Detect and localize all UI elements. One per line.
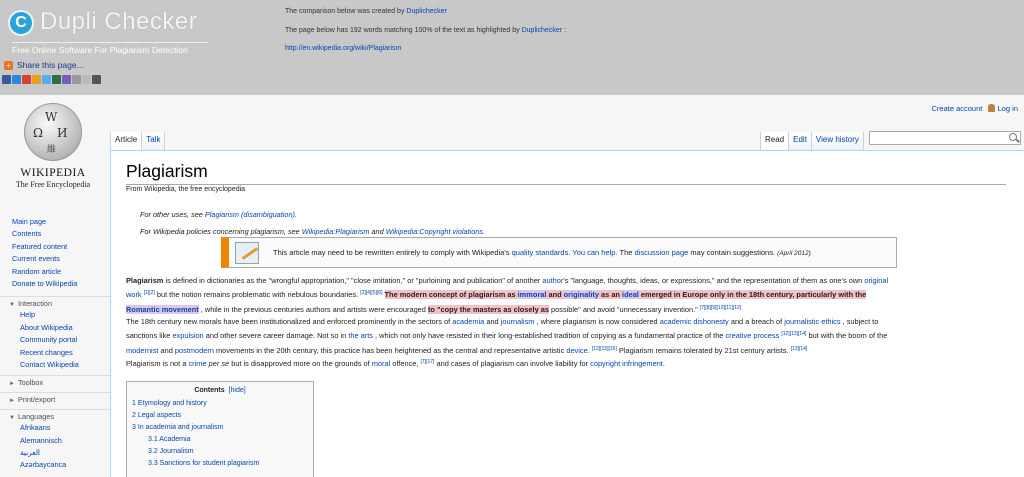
- info-duplichecker-link-1[interactable]: Duplichecker: [406, 8, 447, 15]
- globe-glyph: Ω: [33, 126, 43, 140]
- highlighted-link-originality[interactable]: originality: [563, 290, 599, 300]
- share-service-icon[interactable]: [82, 75, 91, 84]
- para-text: offence,: [392, 359, 419, 368]
- share-service-icon[interactable]: [52, 75, 61, 84]
- highlighted-match: as an: [601, 290, 620, 300]
- user-icon: [988, 104, 995, 112]
- sidebar-interaction-list: [0, 309, 110, 371]
- source-url-link[interactable]: http://en.wikipedia.org/wiki/Plagiarism: [285, 45, 402, 52]
- site-subtitle: From Wikipedia, the free encyclopedia: [126, 186, 246, 193]
- link-postmodern[interactable]: postmodern: [174, 345, 214, 355]
- citation[interactable]: [12][15][16]: [591, 345, 617, 352]
- para-text-italic: per se: [208, 359, 230, 368]
- paragraph-legal: [126, 356, 1011, 370]
- toc-entry[interactable]: 3.1 Academia: [148, 436, 191, 443]
- sidebar-group-languages[interactable]: [0, 409, 110, 422]
- sidebar-main-nav: [0, 216, 110, 290]
- duplichecker-logo-icon: C: [8, 10, 34, 36]
- para-text: but with the boom of the: [808, 331, 888, 341]
- toc-entry[interactable]: 1 Etymology and history: [132, 400, 207, 407]
- discussion-page-link[interactable]: discussion page: [634, 248, 689, 257]
- duplichecker-tagline: Free Online Software For Plagiarism Detection: [12, 42, 208, 55]
- login-link[interactable]: Log in: [997, 104, 1018, 113]
- highlighted-match: and: [548, 290, 562, 300]
- view-tabs: [760, 132, 864, 150]
- tab-edit[interactable]: Edit: [788, 132, 811, 150]
- pencil-notepad-icon: [235, 242, 259, 264]
- citation[interactable]: [3][4][5][6]: [360, 290, 383, 297]
- page-title: Plagiarism: [126, 161, 1006, 185]
- para-text: , subject to: [842, 317, 879, 326]
- notice-text: may contain suggestions.: [690, 248, 776, 257]
- tab-article[interactable]: Article: [110, 132, 141, 150]
- globe-glyph: 維: [47, 145, 57, 155]
- info-line1-text: The comparison below was created by: [285, 8, 405, 15]
- sidebar-group-interaction[interactable]: [0, 296, 110, 309]
- link-journalism[interactable]: journalism: [500, 317, 535, 326]
- hatnote-link-copyright[interactable]: Wikipedia:Copyright violations.: [385, 227, 485, 236]
- para-text: , where plagiarism is now considered: [536, 317, 658, 326]
- link-expulsion[interactable]: expulsion: [172, 331, 204, 341]
- hatnote-link-plagiarism-policy[interactable]: Wikipedia:Plagiarism: [301, 227, 370, 236]
- tab-read[interactable]: Read: [760, 132, 788, 150]
- sidebar-group-printexport[interactable]: [0, 392, 110, 405]
- sidebar-interaction-item[interactable]: Recent changes: [20, 347, 73, 357]
- share-this-page-link[interactable]: [4, 60, 84, 70]
- hatnote-link-disambiguation[interactable]: Plagiarism (disambiguation).: [204, 210, 297, 219]
- share-service-icon[interactable]: [32, 75, 41, 84]
- share-service-icon[interactable]: [2, 75, 11, 84]
- toc-entry[interactable]: 3.2 Journalism: [148, 448, 194, 455]
- toc-entry[interactable]: 2 Legal aspects: [132, 412, 182, 419]
- wikipedia-logo[interactable]: [10, 103, 96, 199]
- para-text: , which not only have resisted in their long-established tradition of copying as a fundamental practice of the: [375, 331, 724, 341]
- share-label: Share this page...: [17, 60, 84, 70]
- sidebar-language-item[interactable]: Azərbaycanca: [20, 460, 67, 470]
- hatnote-text: and: [371, 227, 384, 236]
- share-service-icon[interactable]: [12, 75, 21, 84]
- toc-title: Contents: [194, 387, 225, 394]
- sidebar-language-item[interactable]: Alemannisch: [20, 435, 62, 445]
- link-the-arts[interactable]: the arts: [348, 331, 373, 341]
- link-original[interactable]: original: [864, 276, 889, 285]
- sidebar-item[interactable]: Featured content: [12, 241, 68, 251]
- sidebar-group-label: Languages: [17, 412, 55, 422]
- link-modernist[interactable]: modernist: [126, 345, 159, 355]
- link-academic-dishonesty[interactable]: academic dishonesty: [659, 317, 729, 326]
- quality-standards-link[interactable]: quality standards: [511, 248, 569, 257]
- para-text: The 18th century new morals have been institutionalized and enforced prominently in the sectors of: [126, 317, 451, 326]
- para-text: movements in the 20th century, this practice has been heightened as the central and representative artistic: [216, 345, 565, 355]
- para-text: .: [662, 359, 665, 368]
- share-service-icon[interactable]: [42, 75, 51, 84]
- citation[interactable]: [7][8][9][10][11][12]: [699, 304, 742, 311]
- sidebar-item[interactable]: Random article: [12, 266, 62, 276]
- share-service-icon[interactable]: [92, 75, 101, 84]
- link-author[interactable]: author: [542, 276, 564, 285]
- hatnote-text: For other uses, see: [140, 210, 203, 219]
- para-text: Plagiarism remains tolerated by 21st century artists.: [618, 345, 789, 355]
- sidebar-group-label: Toolbox: [17, 378, 44, 388]
- sidebar: [0, 216, 110, 472]
- sidebar-item[interactable]: Contents: [12, 229, 42, 239]
- notice-date: (April 2012): [777, 250, 811, 257]
- duplichecker-banner: [0, 0, 1024, 95]
- citation[interactable]: [7][17]: [420, 359, 435, 365]
- link-work[interactable]: work: [126, 290, 142, 300]
- you-can-help-link[interactable]: . You can help.: [568, 248, 618, 257]
- link-journalistic-ethics[interactable]: journalistic ethics: [784, 317, 841, 326]
- cleanup-notice-text: [273, 248, 811, 257]
- share-service-icon[interactable]: [62, 75, 71, 84]
- wikipedia-page: [0, 95, 1024, 477]
- highlighted-match: emerged in Europe only in the 18th century, particularly with the: [640, 290, 867, 300]
- search-input[interactable]: [869, 131, 1021, 145]
- toc-entry[interactable]: 3 In academia and journalism: [132, 424, 224, 431]
- para-text: but the notion remains problematic with nebulous boundaries.: [156, 290, 359, 300]
- sidebar-item[interactable]: Donate to Wikipedia: [12, 278, 78, 288]
- sidebar-interaction-item[interactable]: About Wikipedia: [20, 322, 73, 332]
- sidebar-item[interactable]: Main page: [12, 217, 47, 226]
- link-moral[interactable]: moral: [371, 359, 391, 368]
- info-line2-suffix: :: [564, 26, 566, 34]
- sidebar-languages-list: [0, 422, 110, 472]
- duplichecker-logo-name: Dupli Checker: [40, 8, 198, 35]
- create-account-link[interactable]: Create account: [931, 104, 983, 113]
- notice-text: This article may need to be rewritten entirely to comply with Wikipedia's: [273, 248, 510, 257]
- link-crime[interactable]: crime: [188, 359, 207, 368]
- link-copyright-infringement[interactable]: copyright infringement: [590, 359, 663, 368]
- search-icon[interactable]: [1009, 133, 1017, 141]
- para-text: is defined in dictionaries as the "wrongful appropriation," "close imitation," or "purloining and publication" of another: [165, 276, 541, 285]
- sidebar-language-item[interactable]: العربية: [20, 448, 40, 458]
- para-text: , while in the previous centuries authors and artists were encouraged: [200, 304, 426, 314]
- para-text: and: [160, 345, 173, 355]
- paragraph-morals: The 18th century new morals have been institutionalized and enforced prominently in the sectors of academia and journalism , where plagiarism is now considered academic dishonesty and a breach of journalistic ethics , subject to sanctions like expulsion and other severe career damage. Not so in the arts , which not only have resisted in their long-established tradition of copying as a fundamental practice of the creative process [12][13][14] but with the boom of the modernist and postmodern movements in the 20th century, this practice has been heightened as the central and representative artistic device. [12][15][16] Plagiarism remains tolerated by 21st century artists. [13][14]: [126, 317, 888, 355]
- sidebar-group-label: Print/export: [17, 395, 56, 405]
- cleanup-notice: [221, 237, 897, 268]
- collapse-triangle-icon: ▼: [9, 302, 15, 309]
- sidebar-group-label: Interaction: [17, 299, 53, 309]
- highlighted-match: to "copy the masters as closely as: [427, 304, 549, 314]
- wikipedia-wordmark: WIKIPEDIA: [20, 167, 86, 179]
- tab-talk[interactable]: Talk: [141, 132, 165, 150]
- highlighted-link-romantic-movement[interactable]: Romantic movement: [126, 304, 199, 314]
- highlighted-match: The modern concept of plagiarism as: [384, 290, 516, 300]
- toc-hide-toggle[interactable]: [hide]: [228, 387, 246, 394]
- info-duplichecker-link-2[interactable]: Duplichecker: [521, 26, 563, 34]
- para-text: 's "language, thoughts, ideas, or expressions," and the representation of them as one's own: [563, 276, 863, 285]
- wikipedia-tagline: The Free Encyclopedia: [15, 180, 91, 189]
- expand-triangle-icon: ►: [9, 381, 15, 388]
- info-line2-text: The page below has 192 words matching 100% of the text as highlighted by: [285, 26, 520, 34]
- para-text: possible" and avoid "unnecessary invention.": [551, 304, 698, 314]
- link-device[interactable]: device: [566, 345, 588, 355]
- sidebar-interaction-item[interactable]: Contact Wikipedia: [20, 359, 79, 369]
- bold-term: Plagiarism: [126, 276, 164, 285]
- citation[interactable]: [1][2]: [143, 290, 155, 297]
- para-text: and a breach of: [730, 317, 783, 326]
- share-service-icon[interactable]: [22, 75, 31, 84]
- para-text: and other severe career damage. Not so in: [205, 331, 347, 341]
- highlighted-link-ideal[interactable]: ideal: [622, 290, 639, 300]
- para-text: but is disapproved more on the grounds of: [231, 359, 370, 368]
- sidebar-item[interactable]: Current events: [12, 254, 60, 264]
- citation[interactable]: [12][13][14]: [781, 331, 807, 338]
- link-creative-process[interactable]: creative process: [725, 331, 780, 341]
- sidebar-interaction-item[interactable]: Community portal: [20, 335, 78, 345]
- table-of-contents: [126, 381, 314, 477]
- hatnote-text: For Wikipedia policies concerning plagiarism, see: [140, 227, 300, 236]
- para-text: sanctions like: [126, 331, 171, 341]
- expand-triangle-icon: ►: [9, 398, 15, 405]
- share-plus-icon: +: [4, 61, 13, 70]
- sidebar-group-toolbox[interactable]: [0, 375, 110, 388]
- sidebar-interaction-item[interactable]: Help: [20, 310, 36, 320]
- notice-text: The: [619, 248, 633, 257]
- para-text: and cases of plagiarism can involve liability for: [436, 359, 589, 368]
- personal-tools: [932, 104, 1019, 113]
- paragraph-intro: [126, 274, 1011, 316]
- article-content: [110, 150, 1024, 477]
- wikipedia-globe-icon: [24, 103, 82, 161]
- toc-header: [127, 387, 313, 394]
- hatnote-disambiguation: [140, 210, 297, 219]
- highlighted-link-immoral[interactable]: immoral: [517, 290, 547, 300]
- comparison-info: [285, 6, 566, 56]
- share-service-icon[interactable]: [72, 75, 81, 84]
- citation[interactable]: [13][14]: [790, 345, 808, 352]
- para-text: Plagiarism is not a: [126, 359, 187, 368]
- globe-glyph: W: [45, 110, 58, 124]
- share-icons-row: [2, 75, 101, 84]
- para-text: and: [486, 317, 499, 326]
- tab-view-history[interactable]: View history: [811, 132, 864, 150]
- sidebar-language-item[interactable]: Afrikaans: [20, 423, 51, 433]
- globe-glyph: И: [57, 126, 68, 140]
- hatnote-policies: [140, 227, 485, 236]
- toc-entry[interactable]: 3.3 Sanctions for student plagiarism: [148, 460, 260, 467]
- link-academia[interactable]: academia: [452, 317, 485, 326]
- collapse-triangle-icon: ▼: [9, 415, 15, 422]
- duplichecker-logo[interactable]: [6, 6, 206, 55]
- namespace-tabs: [110, 132, 165, 150]
